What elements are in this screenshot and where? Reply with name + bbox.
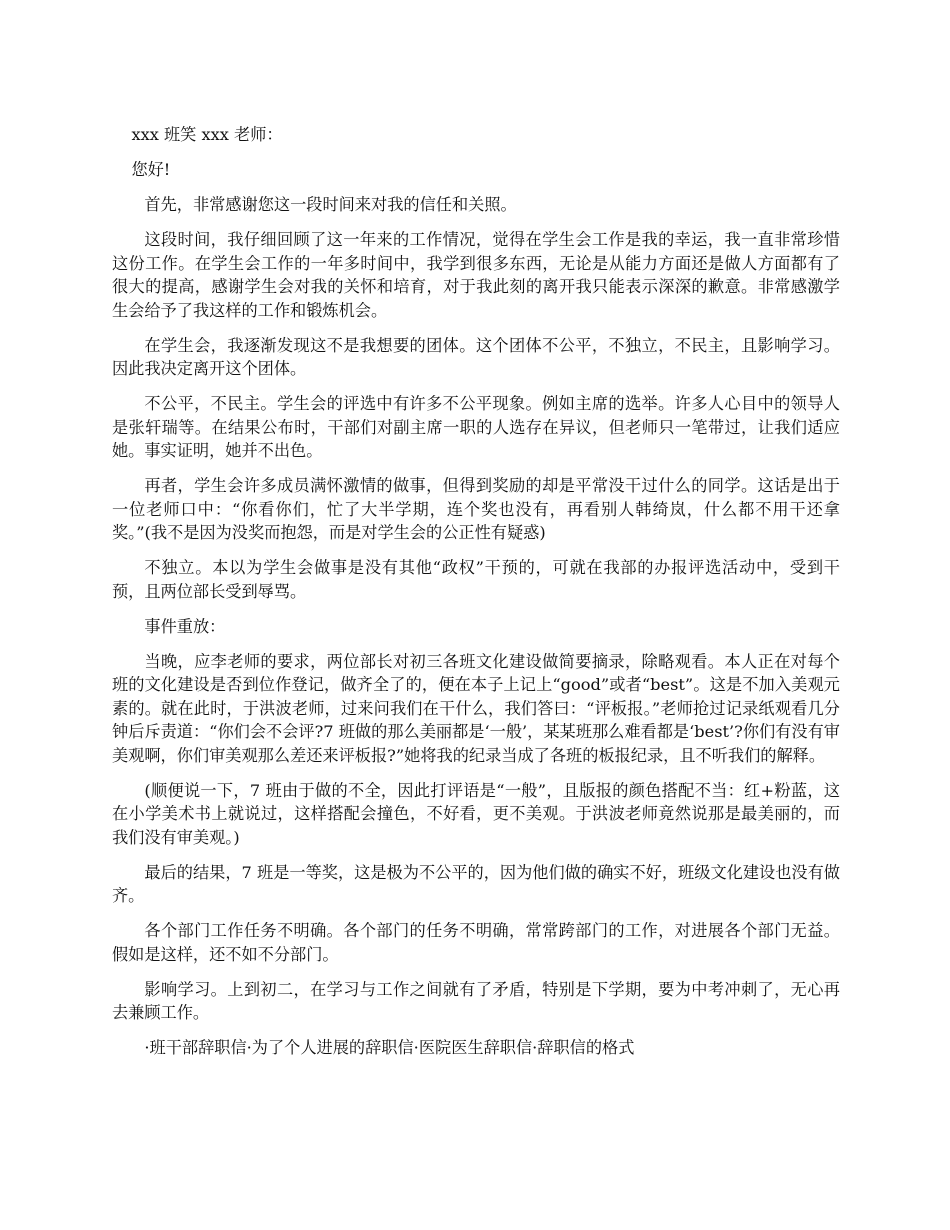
paragraph-decision: 在学生会，我逐渐发现这不是我想要的团体。这个团体不公平，不独立，不民主，且影响学习。因此我决定离开这个团体。 [112, 335, 840, 378]
letter-body [112, 123, 840, 1071]
paragraph-review: 这段时间，我仔细回顾了这一年来的工作情况，觉得在学生会工作是我的幸运，我一直非常珍惜这份工作。在学生会工作的一年多时间中，我学到很多东西，无论是从能力方面还是做人方面都有了很大的提高，感谢学生会对我的关怀和培育，对于我此刻的离开我只能表示深深的歉意。非常感激学生会给予了我这样的工作和锻炼机会。 [112, 230, 840, 320]
paragraph-event-heading: 事件重放： [144, 616, 226, 636]
paragraph-independence: 不独立。本以为学生会做事是没有其他“政权”干预的，可就在我部的办报评选活动中，受到干预，且两位部长受到辱骂。 [112, 558, 840, 601]
paragraph-study: 影响学习。上到初二，在学习与工作之间就有了矛盾，特别是下学期，要为中考冲刺了，无心再去兼顾工作。 [112, 979, 840, 1022]
paragraph-rewards: 再者，学生会许多成员满怀激情的做事，但得到奖励的却是平常没干过什么的同学。这话是出于一位老师口中：“你看你们，忙了大半学期，连个奖也没有，再看别人韩绮岚，什么都不用干还拿奖。”(我不是因为没奖而抱怨，而是对学生会的公正性有疑惑) [112, 476, 840, 542]
paragraph-aside: (顺便说一下，7 班由于做的不全，因此打评语是“一般”，且版报的颜色搭配不当：红+粉蓝，这在小学美术书上就说过，这样搭配会撞色，不好看，更不美观。于洪波老师竟然说那是最美丽的，而我们没有审美观。) [112, 780, 840, 847]
related-links: ·班干部辞职信·为了个人进展的辞职信·医院医生辞职信·辞职信的格式 [144, 1038, 635, 1057]
paragraph-result: 最后的结果，7 班是一等奖，这是极为不公平的，因为他们做的确实不好，班级文化建设也没有做齐。 [112, 862, 840, 905]
paragraph-unfair: 不公平，不民主。学生会的评选中有许多不公平现象。例如主席的选举。许多人心目中的领导人是张轩瑞等。在结果公布时，干部们对副主席一职的人选存在异议，但老师只一笔带过，让我们适应她。事实证明，她并不出色。 [112, 394, 840, 460]
paragraph-event: 当晚，应李老师的要求，两位部长对初三各班文化建设做简要摘录，除略观看。本人正在对每个班的文化建设是否到位作登记，做齐全了的，便在本子上记上“good”或者“best”。这是不加入美观元素的。就在此时，于洪波老师，过来问我们在干什么，我们答曰：“评板报。”老师抢过记录纸观看几分钟后斥责道：“你们会不会评?7 班做的那么美丽都是‘一般’，某某班那么难看都是‘best’?你们有没有审美观啊，你们审美观那么差还来评板报?”她将我的纪录当成了各班的板报纪录，且不听我们的解释。 [112, 651, 840, 765]
salutation: xxx 班笑 xxx 老师： [131, 125, 283, 144]
paragraph-thanks: 首先，非常感谢您这一段时间来对我的信任和关照。 [144, 195, 517, 214]
paragraph-departments: 各个部门工作任务不明确。各个部门的任务不明确，常常跨部门的工作，对进展各个部门无益。假如是这样，还不如不分部门。 [112, 921, 840, 964]
greeting: 您好! [131, 160, 171, 179]
